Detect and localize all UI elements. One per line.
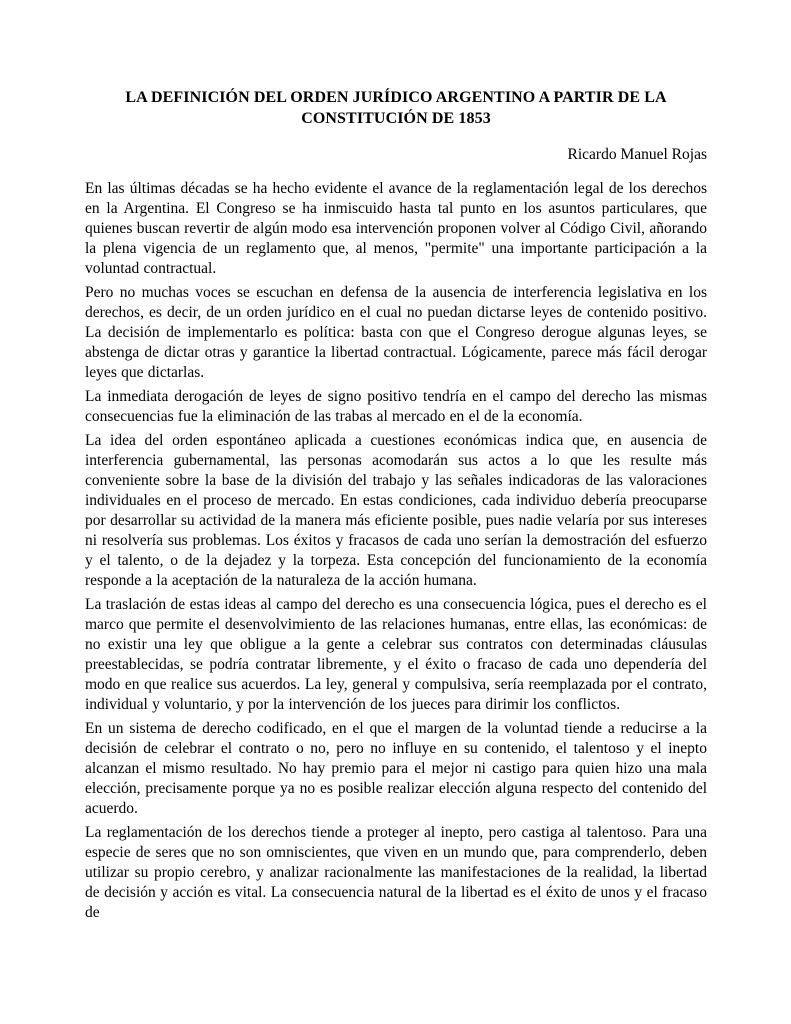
- paragraph-6: En un sistema de derecho codificado, en el que el margen de la voluntad tiende a reducirse a la decisión de celebrar el contrato o no, pero no influye en su contenido, el talentoso y el inepto alcanzan el mismo resultado. No hay premio para el mejor ni castigo para quien hizo una mala elección, precisamente porque ya no es posible realizar elección alguna respecto del contenido del acuerdo.: [85, 720, 707, 817]
- paragraph-4: La idea del orden espontáneo aplicada a cuestiones económicas indica que, en ausencia de interferencia gubernamental, las personas acomodarán sus actos a lo que les resulte más conveniente sobre la base de la división del trabajo y las señales indicadoras de las valoraciones individuales en el proceso de mercado. En estas condiciones, cada individuo debería preocuparse por desarrollar su actividad de la manera más eficiente posible, pues nadie velaría por sus intereses ni resolvería sus problemas. Los éxitos y fracasos de cada uno serían la demostración del esfuerzo y el talento, o de la dejadez y la torpeza. Esta concepción del funcionamiento de la economía responde a la aceptación de la naturaleza de la acción humana.: [85, 432, 707, 589]
- author-byline: Ricardo Manuel Rojas: [567, 146, 707, 163]
- paragraph-3: La inmediata derogación de leyes de signo positivo tendría en el campo del derecho las mismas consecuencias fue la eliminación de las trabas al mercado en el de la economía.: [85, 388, 707, 425]
- title-line-1: LA DEFINICIÓN DEL ORDEN JURÍDICO ARGENTINO A PARTIR DE LA: [125, 89, 667, 106]
- paragraph-2: Pero no muchas voces se escuchan en defensa de la ausencia de interferencia legislativa en los derechos, es decir, de un orden jurídico en el cual no puedan dictarse leyes de contenido positivo. La decisión de implementarlo es política: basta con que el Congreso derogue algunas leyes, se abstenga de dictar otras y garantice la libertad contractual. Lógicamente, parece más fácil derogar leyes que dictarlas.: [85, 284, 707, 381]
- document-body: [85, 179, 707, 923]
- document-title: [85, 88, 707, 129]
- paragraph-7: La reglamentación de los derechos tiende a proteger al inepto, pero castiga al talentoso. Para una especie de seres que no son omniscientes, que viven en un mundo que, para comprenderlo, deben utilizar su propio cerebro, y analizar racionalmente las manifestaciones de la realidad, la libertad de decisión y acción es vital. La consecuencia natural de la libertad es el éxito de unos y el fracaso de: [85, 824, 707, 921]
- title-line-2: CONSTITUCIÓN DE 1853: [301, 109, 491, 127]
- paragraph-5: La traslación de estas ideas al campo del derecho es una consecuencia lógica, pues el derecho es el marco que permite el desenvolvimiento de las relaciones humanas, entre ellas, las económicas: de no existir una ley que obligue a la gente a celebrar sus contratos con determinadas cláusulas preestablecidas, se podría contratar libremente, y el éxito o fracaso de cada uno dependería del modo en que realice sus acuerdos. La ley, general y compulsiva, sería reemplazada por el contrato, individual y voluntario, y por la intervención de los jueces para dirimir los conflictos.: [85, 596, 707, 713]
- paragraph-1: En las últimas décadas se ha hecho evidente el avance de la reglamentación legal de los derechos en la Argentina. El Congreso se ha inmiscuido hasta tal punto en los asuntos particulares, que quienes buscan revertir de algún modo esa intervención proponen volver al Código Civil, añorando la plena vigencia de un reglamento que, al menos, "permite" una importante participación a la voluntad contractual.: [85, 180, 707, 277]
